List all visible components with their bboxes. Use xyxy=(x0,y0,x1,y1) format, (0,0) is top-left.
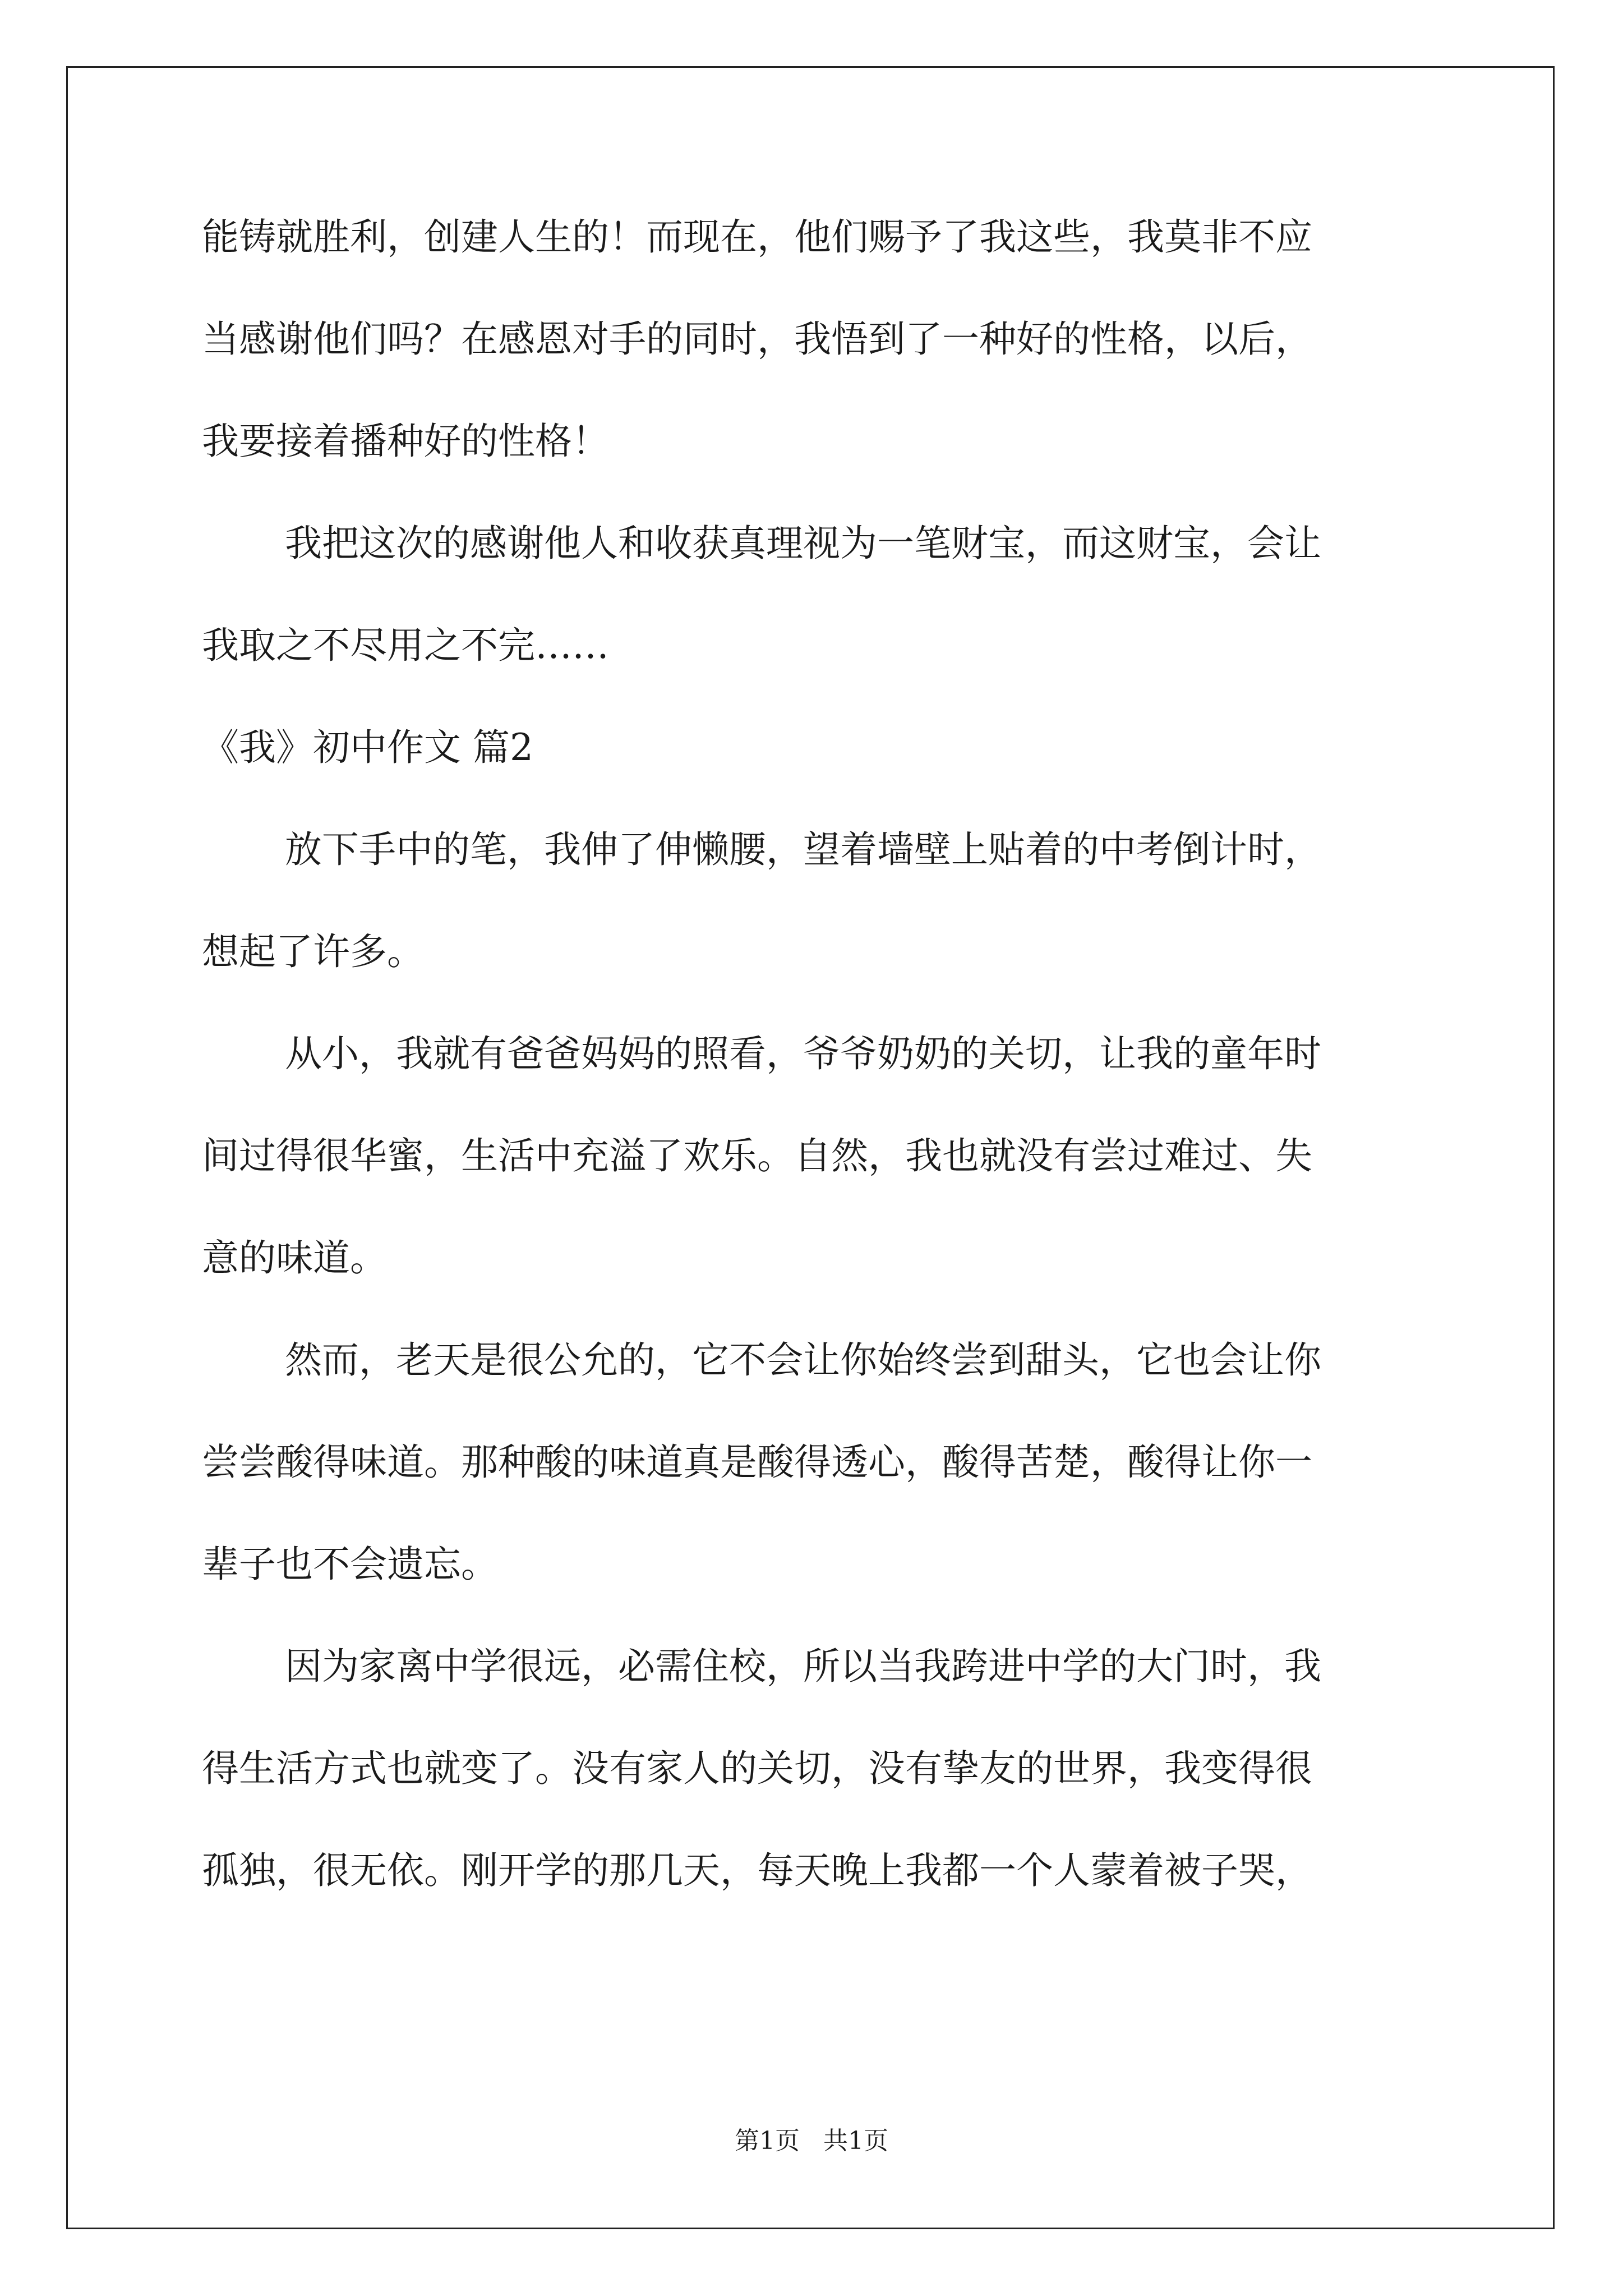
text-line: 因为家离中学很远，必需住校，所以当我跨进中学的大门时，我 xyxy=(285,1645,1321,1688)
text-line: 意的味道。 xyxy=(202,1236,387,1280)
text-line: 从小，我就有爸爸妈妈的照看，爷爷奶奶的关切，让我的童年时 xyxy=(285,1032,1321,1075)
page-footer: 第1页 共1页 xyxy=(735,2127,888,2155)
text-line: 得生活方式也就变了。没有家人的关切，没有挚友的世界，我变得很 xyxy=(202,1747,1312,1790)
text-line: 我把这次的感谢他人和收获真理视为一笔财宝，而这财宝，会让 xyxy=(285,522,1321,565)
text-line: 辈子也不会遗忘。 xyxy=(202,1543,498,1586)
text-line: 想起了许多。 xyxy=(202,930,424,973)
text-line: 我要接着播种好的性格！ xyxy=(202,420,609,463)
text-line: 孤独，很无依。刚开学的那几天，每天晚上我都一个人蒙着被子哭， xyxy=(202,1849,1312,1892)
text-line: 尝尝酸得味道。那种酸的味道真是酸得透心，酸得苦楚，酸得让你一 xyxy=(202,1441,1312,1484)
text-line: 当感谢他们吗？在感恩对手的同时，我悟到了一种好的性格，以后， xyxy=(202,318,1312,361)
text-line: 放下手中的笔，我伸了伸懒腰，望着墙壁上贴着的中考倒计时， xyxy=(285,828,1321,871)
document-body xyxy=(202,215,1436,1954)
text-line: 然而，老天是很公允的，它不会让你始终尝到甜头，它也会让你 xyxy=(285,1338,1321,1382)
text-line: 我取之不尽用之不完…… xyxy=(202,624,609,667)
text-line: 能铸就胜利，创建人生的！而现在，他们赐予了我这些，我莫非不应 xyxy=(202,215,1312,259)
text-line: 间过得很华蜜，生活中充溢了欢乐。自然，我也就没有尝过难过、失 xyxy=(202,1134,1312,1177)
section-heading: 《我》初中作文 篇2 xyxy=(202,726,533,769)
